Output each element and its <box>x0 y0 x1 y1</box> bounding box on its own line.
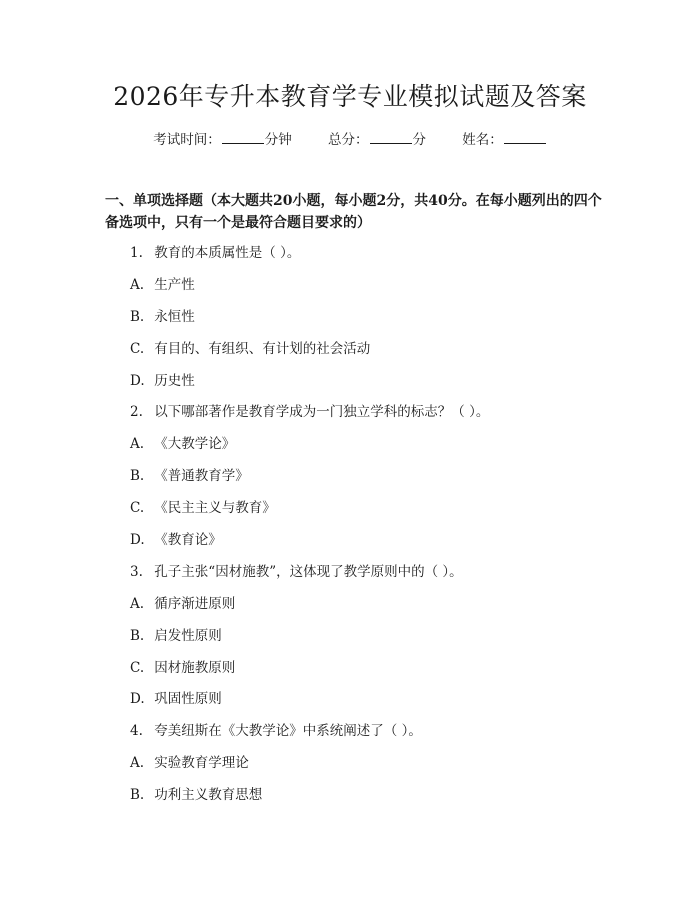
item-number: 3. <box>130 563 143 580</box>
item-number: C. <box>130 500 145 517</box>
option-item <box>130 338 610 370</box>
name-label: 姓名： <box>462 132 503 148</box>
item-number: A. <box>130 755 145 772</box>
option-item <box>130 274 610 306</box>
item-text: 启发性原则 <box>154 627 222 644</box>
question-list <box>130 242 610 816</box>
question-item <box>130 401 610 433</box>
item-text: 《大教学论》 <box>154 436 236 453</box>
item-text: 实验教育学理论 <box>154 755 249 772</box>
item-text: 《教育论》 <box>154 532 222 549</box>
total-score-field <box>328 130 426 150</box>
question-item <box>130 720 610 752</box>
item-text: 循序渐进原则 <box>154 595 236 612</box>
item-text: 教育的本质属性是（ ）。 <box>154 245 301 261</box>
option-item <box>130 657 610 689</box>
total-score-blank <box>370 131 412 144</box>
item-number: C. <box>130 340 145 357</box>
option-item <box>130 784 610 816</box>
item-number: B. <box>130 468 145 485</box>
exam-meta <box>0 130 700 150</box>
option-item <box>130 465 610 497</box>
item-text: 夸美纽斯在《大教学论》中系统阐述了（ ）。 <box>154 723 422 740</box>
item-text: 生产性 <box>154 276 195 293</box>
item-text: 《民主主义与教育》 <box>154 500 276 517</box>
page-title: 2026年专升本教育学专业模拟试题及答案 <box>113 82 587 111</box>
item-number: A. <box>130 595 145 612</box>
item-text: 有目的、有组织、有计划的社会活动 <box>154 340 371 357</box>
option-item <box>130 593 610 625</box>
item-text: 功利主义教育思想 <box>154 787 263 804</box>
item-text: 因材施教原则 <box>154 659 236 676</box>
item-number: B. <box>130 627 145 644</box>
option-item <box>130 752 610 784</box>
question-item <box>130 242 610 274</box>
item-number: B. <box>130 787 145 804</box>
exam-time-unit: 分钟 <box>264 132 292 148</box>
item-number: 1. <box>130 245 143 261</box>
name-field <box>462 130 547 150</box>
item-text: 历史性 <box>154 372 195 389</box>
item-number: 4. <box>130 723 143 740</box>
option-item <box>130 688 610 720</box>
item-number: D. <box>130 691 145 708</box>
option-item <box>130 497 610 529</box>
item-text: 以下哪部著作是教育学成为一门独立学科的标志？（ ）。 <box>154 404 490 421</box>
question-item <box>130 561 610 593</box>
option-item <box>130 529 610 561</box>
item-number: D. <box>130 532 145 549</box>
item-number: D. <box>130 372 145 389</box>
exam-time-blank <box>222 131 264 144</box>
option-item <box>130 370 610 402</box>
item-number: A. <box>130 436 145 453</box>
total-score-unit: 分 <box>412 132 426 148</box>
option-item <box>130 433 610 465</box>
name-blank <box>504 131 546 144</box>
item-number: A. <box>130 276 145 293</box>
total-score-label: 总分： <box>328 132 369 148</box>
option-item <box>130 625 610 657</box>
exam-time-field <box>153 130 292 150</box>
item-number: 2. <box>130 404 143 421</box>
item-text: 《普通教育学》 <box>154 468 249 485</box>
item-number: C. <box>130 659 145 676</box>
exam-time-label: 考试时间： <box>153 132 221 148</box>
item-text: 孔子主张“因材施教”，这体现了教学原则中的（ ）。 <box>154 563 463 580</box>
section-heading: 一、单项选择题（本大题共20小题，每小题2分，共40分。在每小题列出的四个备选项中，只有一个是最符合题目要求的） <box>105 193 602 231</box>
option-item <box>130 306 610 338</box>
item-text: 巩固性原则 <box>154 691 222 708</box>
item-number: B. <box>130 308 145 325</box>
item-text: 永恒性 <box>154 308 195 325</box>
